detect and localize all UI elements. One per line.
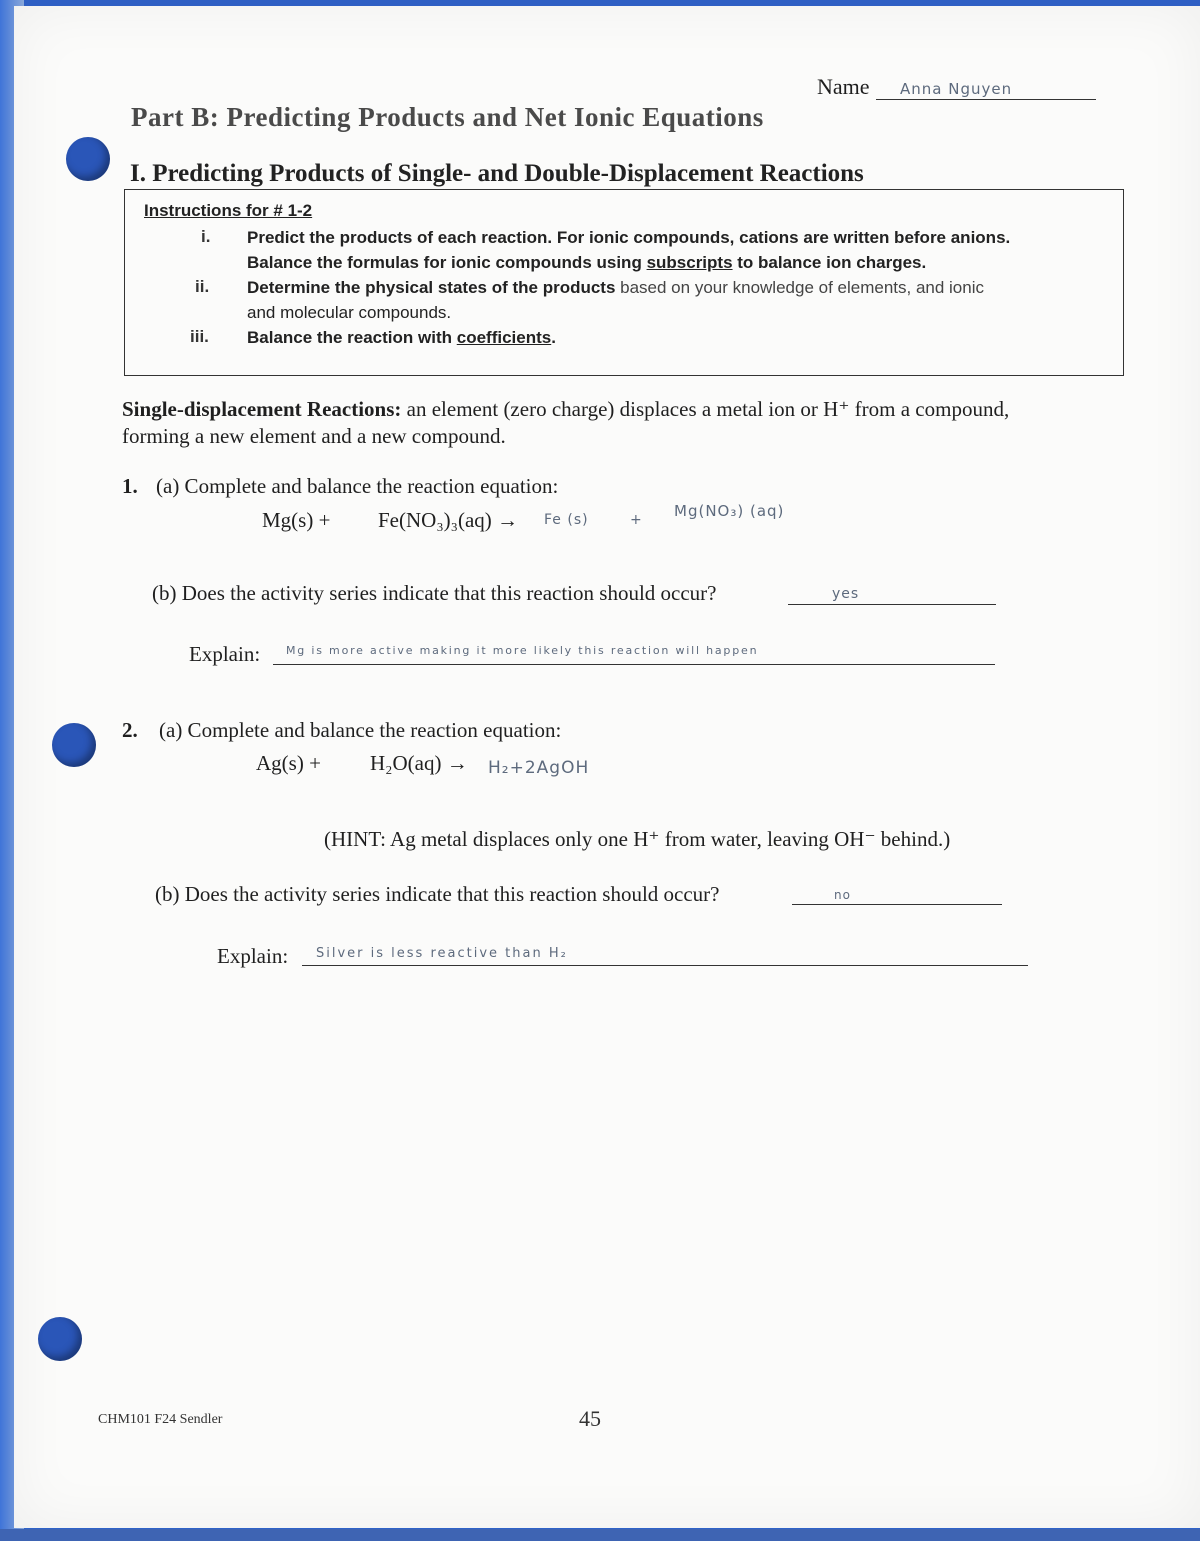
instructions-box: [124, 189, 1124, 376]
single-displacement-label: Single-displacement Reactions:: [122, 397, 402, 421]
course-footer: CHM101 F24 Sendler: [98, 1412, 223, 1427]
question-1a-prompt: (a) Complete and balance the reaction equation:: [156, 474, 559, 498]
worksheet-page: [14, 6, 1200, 1528]
single-displacement-definition: [122, 396, 1022, 450]
binder-hole-top: [66, 137, 110, 181]
instructions-header: Instructions for # 1-2: [144, 201, 313, 220]
instruction-2-rest: based on your knowledge of elements, and ionic: [615, 278, 984, 297]
subscripts-term: subscripts: [646, 253, 733, 272]
question-1-number: 1.: [122, 474, 138, 498]
question-1-reactant-1: Mg(s) +: [262, 508, 331, 532]
instruction-1-text-end: to balance ion charges.: [732, 253, 927, 272]
question-2b-prompt: (b) Does the activity series indicate that this reaction should occur?: [155, 882, 720, 906]
question-2-answer-products: H₂+2AgOH: [488, 758, 590, 778]
question-2-reactant-2: H₂O(aq) →: [370, 751, 468, 775]
instruction-2-line-2: and molecular compounds.: [247, 303, 452, 322]
section-title: I. Predicting Products of Single- and Double-Displacement Reactions: [130, 160, 864, 187]
question-1-answer-product-2: Mg(NO₃) (aq): [674, 502, 785, 520]
instruction-1-line-1: Predict the products of each reaction. For ionic compounds, cations are written before anions.: [247, 228, 1011, 247]
background-bottom: [0, 1529, 1200, 1541]
instruction-3-text: Balance the reaction with: [247, 328, 457, 347]
question-2a-prompt: (a) Complete and balance the reaction equation:: [159, 718, 562, 742]
page-number: 45: [579, 1406, 601, 1431]
instruction-3-text-end: .: [551, 328, 556, 347]
question-2b-answer: no: [834, 888, 851, 902]
coefficients-term: coefficients: [456, 328, 552, 347]
binder-hole-bottom: [38, 1317, 82, 1361]
question-2-explain-answer: Silver is less reactive than H₂: [316, 946, 568, 961]
question-1b-answer-line: [788, 604, 996, 605]
question-1-explain-label: Explain:: [189, 642, 261, 666]
question-1b-answer: yes: [832, 586, 860, 602]
question-1-explain-answer: Mg is more active making it more likely this reaction will happen: [286, 644, 759, 657]
instruction-numeral: i.: [201, 227, 211, 246]
instruction-1-line-2: [247, 250, 926, 275]
question-1b-prompt: (b) Does the activity series indicate that this reaction should occur?: [152, 581, 717, 605]
question-2-explain-label: Explain:: [217, 944, 289, 968]
instruction-3-line: [247, 325, 556, 350]
instruction-2-bold: Determine the physical states of the products: [247, 278, 616, 297]
question-2-reactant-1: Ag(s) +: [256, 751, 321, 775]
question-2-number: 2.: [122, 718, 138, 742]
name-label: Name: [817, 74, 870, 99]
name-handwritten: Anna Nguyen: [900, 80, 1013, 98]
question-2-hint: (HINT: Ag metal displaces only one H⁺ from water, leaving OH⁻ behind.): [324, 827, 951, 851]
instruction-numeral: ii.: [195, 277, 210, 296]
name-line: [876, 99, 1096, 100]
single-displacement-text: an element (zero charge) displaces a metal ion or H⁺ from a compound, forming a new element and a new compound.: [122, 397, 1010, 448]
question-1-reactant-2: Fe(NO₃)₃(aq) →: [378, 508, 519, 532]
question-1-explain-line: [273, 664, 995, 665]
instruction-1-text: Balance the formulas for ionic compounds using: [247, 253, 647, 272]
question-1-answer-product-1: Fe (s): [544, 512, 589, 528]
instruction-numeral: iii.: [190, 327, 209, 346]
question-2b-answer-line: [792, 904, 1002, 905]
question-2-explain-line: [302, 965, 1028, 966]
instruction-2-line-1: [247, 275, 984, 300]
part-title: Part B: Predicting Products and Net Ionic Equations: [131, 102, 764, 132]
binder-hole-middle: [52, 723, 96, 767]
question-1-answer-plus: +: [630, 512, 643, 528]
